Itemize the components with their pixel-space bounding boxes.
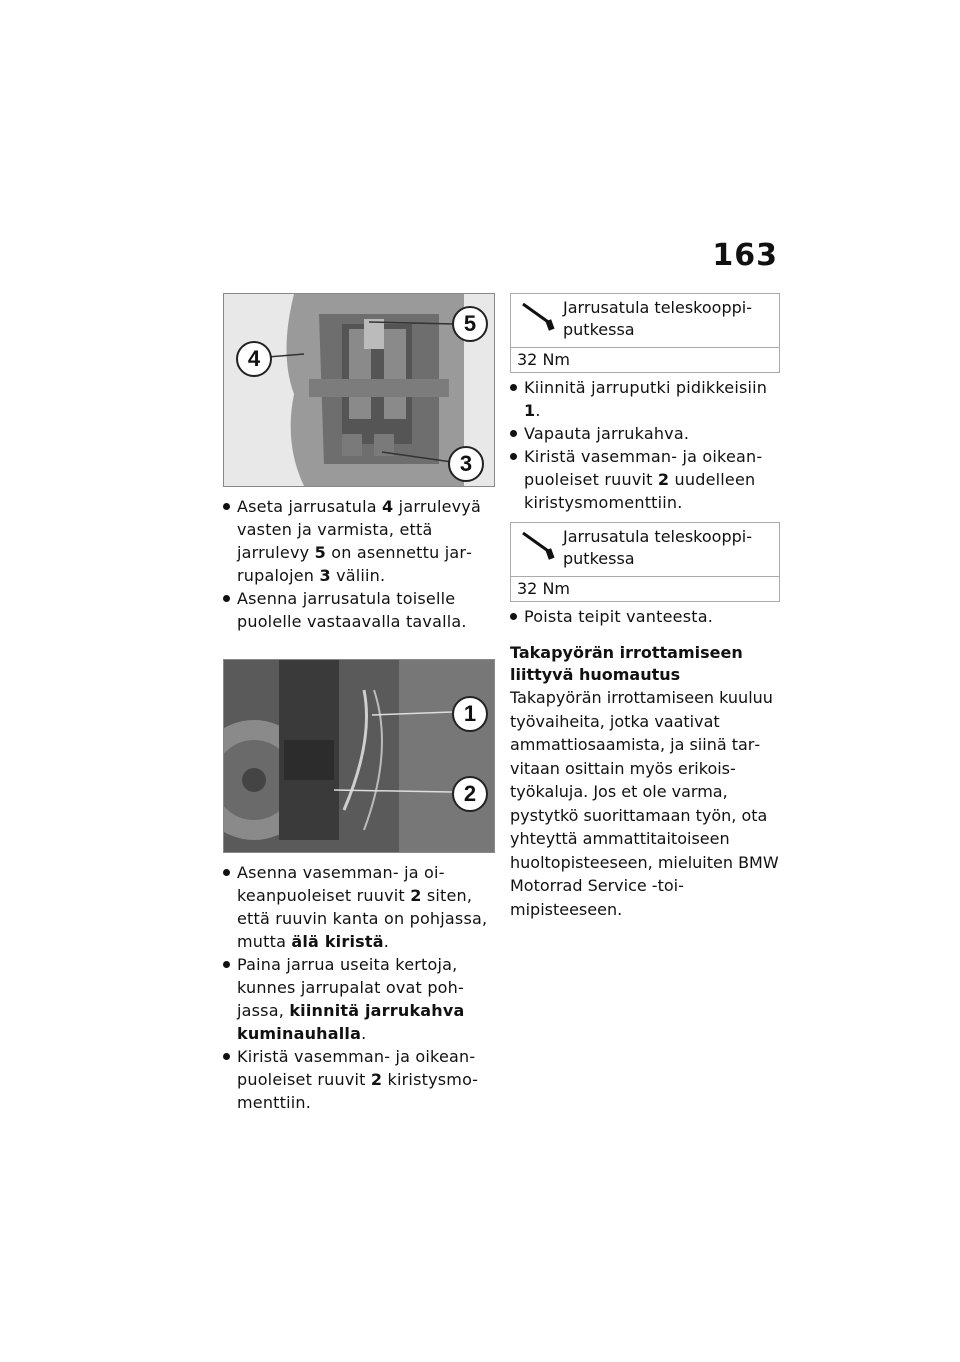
page-number: 163: [712, 238, 778, 273]
note-title: Takapyörän irrottamiseen liittyvä huomautus: [510, 643, 743, 684]
torque-value: 32 Nm: [517, 579, 570, 598]
instruction-list-1: [223, 495, 495, 633]
list-item: Kiristä vasemman- ja oikeanpuoleiset ruuvit 2 uudelleen kiristysmomenttiin.: [510, 445, 780, 514]
right-column: [510, 293, 780, 921]
fork-illustration: [224, 660, 494, 852]
callout-5: 5: [452, 306, 488, 342]
note-body: Takapyörän irrottamiseen kuuluu työvaiheita, jotka vaativat ammattiosaamista, ja siinä tarvitaan osittain myös erikoistyökaluja. Jos et ole varma, pystytkö suorittamaan työn, ota yhteyttä ammattitaitoiseen huoltopisteeseen, mieluiten BMW Motorrad Service -toimipisteeseen.: [510, 688, 779, 919]
instruction-list-3: [510, 376, 780, 514]
list-item: Kiristä vasemman- ja oikeanpuoleiset ruuvit 2 kiristysmomenttiin.: [223, 1045, 495, 1114]
torque-wrench-icon: [521, 302, 557, 332]
instruction-list-4: [510, 605, 780, 628]
instruction-list-2: [223, 861, 495, 1114]
torque-spec-2: [510, 522, 780, 602]
callout-3: 3: [448, 446, 484, 482]
brake-caliper-figure: [223, 293, 495, 487]
left-column: [223, 293, 495, 1114]
torque-value: 32 Nm: [517, 350, 570, 369]
fork-brake-figure: [223, 659, 495, 853]
list-item: Vapauta jarrukahva.: [510, 422, 780, 445]
list-item: Kiinnitä jarruputki pidikkeisiin 1.: [510, 376, 780, 422]
callout-1: 1: [452, 696, 488, 732]
callout-4: 4: [236, 341, 272, 377]
list-item: Aseta jarrusatula 4 jarrulevyä vasten ja varmista, että jarrulevy 5 on asennettu jarrupalojen 3 väliin.: [223, 495, 495, 587]
list-item: Paina jarrua useita kertoja, kunnes jarrupalat ovat pohjassa, kiinnitä jarrukahva kuminauhalla.: [223, 953, 495, 1045]
torque-label: Jarrusatula teleskooppiputkessa: [563, 298, 752, 339]
torque-label: Jarrusatula teleskooppiputkessa: [563, 527, 752, 568]
list-item: Asenna vasemman- ja oikeanpuoleiset ruuvit 2 siten, että ruuvin kanta on pohjassa, mutta älä kiristä.: [223, 861, 495, 953]
list-item: Poista teipit vanteesta.: [510, 605, 780, 628]
torque-spec-1: [510, 293, 780, 373]
torque-wrench-icon: [521, 531, 557, 561]
list-item: Asenna jarrusatula toiselle puolelle vastaavalla tavalla.: [223, 587, 495, 633]
callout-2: 2: [452, 776, 488, 812]
